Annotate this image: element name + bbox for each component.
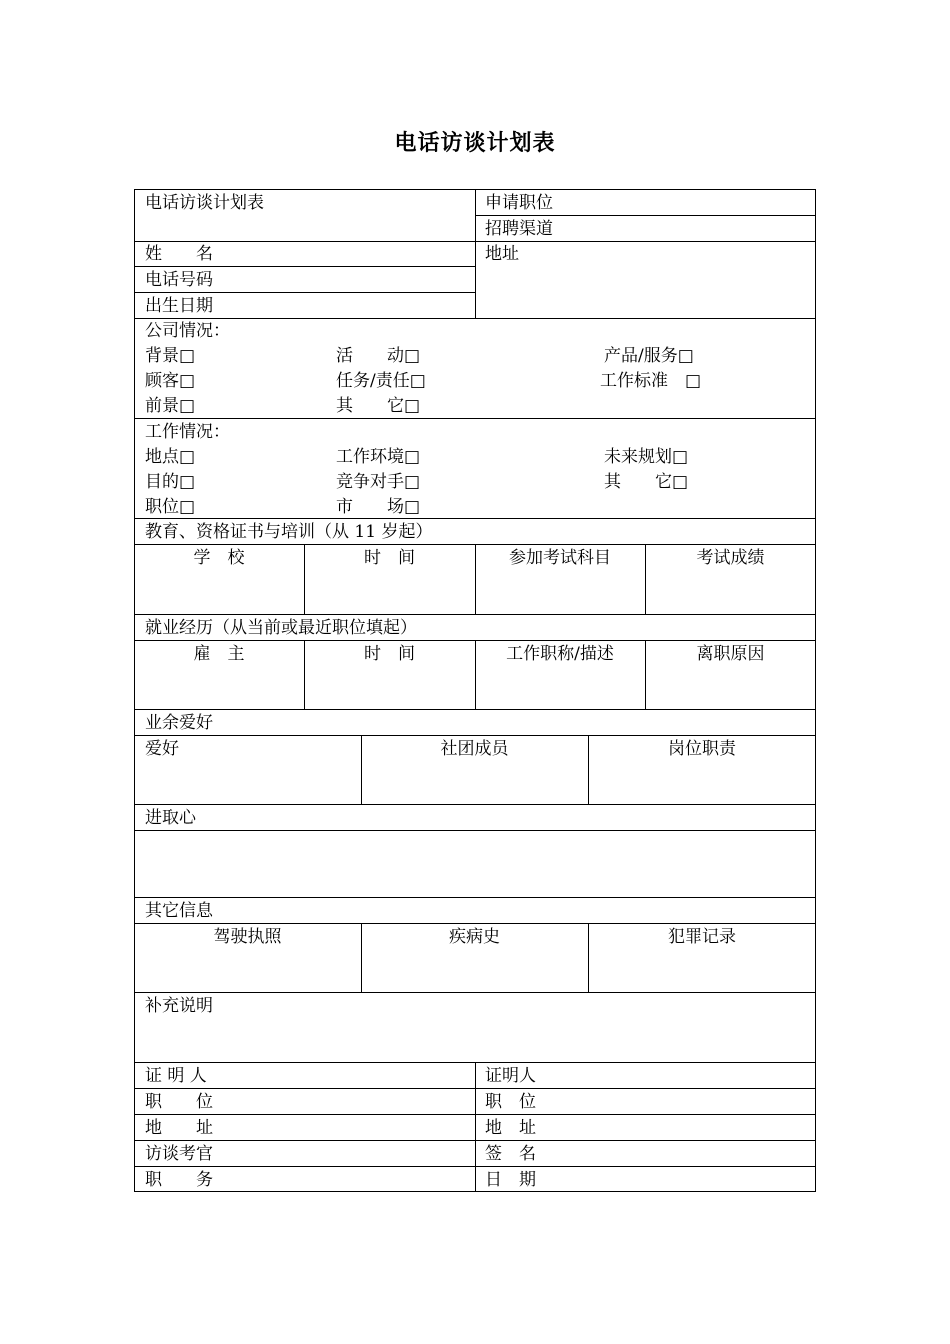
footer-left-label: 职 务 [145,1170,213,1190]
divider [134,735,816,736]
recruit-channel-label: 招聘渠道 [485,219,553,239]
address-label: 地址 [485,244,519,264]
footer-right-label: 日 期 [485,1170,536,1190]
company-section-title: 公司情况： [145,321,230,341]
position-applied-label: 申请职位 [485,193,553,213]
job-checkbox-item[interactable]: 未来规划□ [604,447,689,467]
education-column-header: 时 间 [364,548,415,568]
company-checkbox-item[interactable]: 背景□ [145,346,196,366]
employment-column-header: 工作职称/描述 [506,644,614,664]
company-checkbox-item[interactable]: 产品/服务□ [604,346,694,366]
other-info-column-header: 疾病史 [449,927,500,947]
footer-left-label: 访谈考官 [145,1144,213,1164]
company-checkbox-item[interactable]: 工作标准 □ [600,371,702,391]
divider [475,215,816,216]
page-title: 电话访谈计划表 [394,130,556,156]
footer-left-label: 职 位 [145,1092,213,1112]
other-info-column-header: 驾驶执照 [213,927,282,947]
footer-right-label: 证明人 [485,1066,536,1086]
job-checkbox-item[interactable]: 地点□ [145,447,196,467]
education-column-header: 学 校 [193,548,245,568]
job-checkbox-item[interactable]: 竞争对手□ [336,472,421,492]
company-checkbox-item[interactable]: 前景□ [145,396,196,416]
job-checkbox-item[interactable]: 工作环境□ [336,447,421,467]
divider [134,292,475,293]
hobby-column-header: 社团成员 [440,739,509,759]
divider [134,709,816,710]
phone-label: 电话号码 [145,270,213,290]
job-checkbox-item[interactable]: 职位□ [145,497,196,517]
birth-date-label: 出生日期 [145,296,213,316]
company-checkbox-item[interactable]: 任务/责任□ [336,371,426,391]
education-column-header: 考试成绩 [696,548,765,568]
footer-left-label: 证 明 人 [145,1066,207,1086]
supplement-section-title: 补充说明 [145,996,213,1016]
ambition-section-title: 进取心 [145,808,196,828]
company-checkbox-item[interactable]: 其 它□ [336,396,421,416]
footer-right-label: 地 址 [485,1118,536,1138]
job-section-title: 工作情况： [145,422,230,442]
name-label: 姓 名 [145,244,213,264]
job-checkbox-item[interactable]: 其 它□ [604,472,689,492]
employment-section-title: 就业经历（从当前或最近职位填起） [145,618,417,638]
company-checkbox-item[interactable]: 活 动□ [336,346,421,366]
divider [134,518,816,519]
hobby-column-header: 岗位职责 [668,739,736,759]
employment-column-header: 时 间 [364,644,415,664]
divider [134,897,816,898]
footer-right-label: 签 名 [485,1144,536,1164]
divider [134,830,816,831]
job-checkbox-item[interactable]: 市 场□ [336,497,421,517]
footer-right-label: 职 位 [485,1092,536,1112]
company-checkbox-item[interactable]: 顾客□ [145,371,196,391]
divider [475,189,476,318]
divider [134,266,475,267]
divider [134,804,816,805]
employment-column-header: 雇 主 [193,644,245,664]
divider [134,992,816,993]
divider [134,318,816,319]
other-info-section-title: 其它信息 [145,901,213,921]
divider [134,418,816,419]
divider [475,1062,476,1192]
other-info-column-header: 犯罪记录 [668,927,736,947]
job-checkbox-item[interactable]: 目的□ [145,472,196,492]
footer-left-label: 地 址 [145,1118,213,1138]
divider [134,614,816,615]
form-name-label: 电话访谈计划表 [145,193,264,213]
divider [134,923,816,924]
employment-column-header: 离职原因 [696,644,765,664]
education-section-title: 教育、资格证书与培训（从 11 岁起） [145,522,433,542]
education-column-header: 参加考试科目 [509,548,611,568]
hobby-section-title: 业余爱好 [145,713,213,733]
hobby-column-header: 爱好 [145,739,179,759]
